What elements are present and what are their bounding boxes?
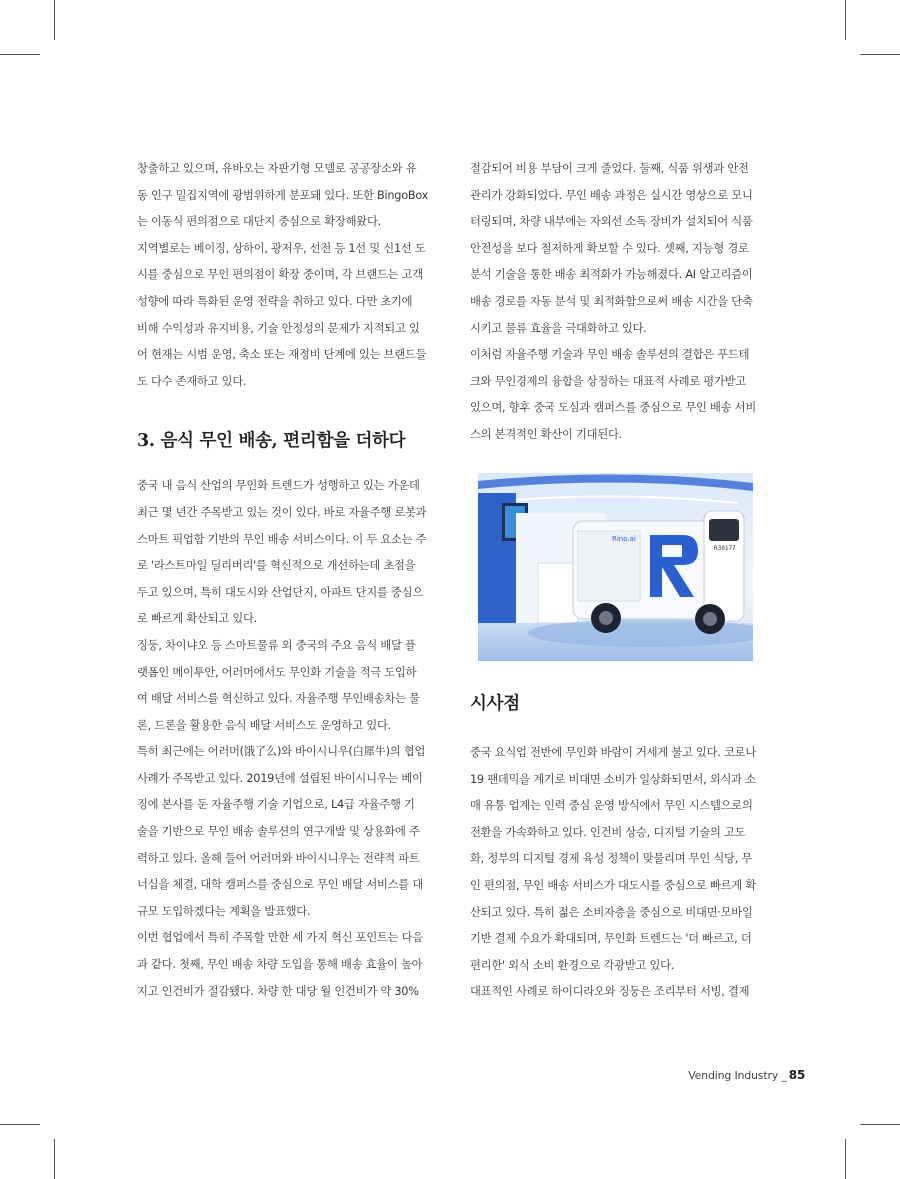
- paragraph-implications: [470, 740, 762, 979]
- paragraph-points: [137, 925, 429, 1005]
- text-line: 규모 도입하겠다는 계획을 발표했다.: [137, 904, 311, 918]
- text-line: 어 현재는 시범 운영, 축소 또는 재정비 단계에 있는 브랜드들: [137, 348, 427, 362]
- text-line: 전환을 가속화하고 있다. 인건비 상승, 디지털 기술의 고도: [470, 825, 746, 839]
- text-line: 론, 드론을 활용한 음식 배달 서비스도 운영하고 있다.: [137, 718, 391, 732]
- text-line: 성향에 따라 특화된 운영 전략을 취하고 있다. 다만 초기에: [137, 294, 413, 308]
- vehicle-brand-label: Rino.ai: [612, 535, 636, 543]
- crop-mark-bottom-left-v: [54, 1139, 55, 1179]
- text-line: 이처럼 자율주행 기술과 무인 배송 솔루션의 결합은 푸드테: [470, 348, 750, 362]
- text-line: 터링되며, 차량 내부에는 자외선 소독 장비가 설치되어 식품: [470, 215, 753, 229]
- text-line: 징둥, 차이냐오 등 스마트물류 외 중국의 주요 음식 배달 플: [137, 638, 416, 652]
- text-line: 랫폼인 메이투안, 어러머에서도 무인화 기술을 적극 도입하: [137, 665, 417, 679]
- text-line: 과 같다. 첫째, 무인 배송 차량 도입을 통해 배송 효율이 높아: [137, 958, 423, 972]
- crop-mark-bottom-right-h: [860, 1124, 900, 1125]
- text-line: 너십을 체결, 대학 캠퍼스를 중심으로 무인 배달 서비스를 대: [137, 878, 423, 892]
- text-line: 안전성을 보다 철저하게 확보할 수 있다. 셋째, 지능형 경로: [470, 241, 749, 255]
- text-line: 매 유통 업계는 인력 중심 운영 방식에서 무인 시스템으로의: [470, 799, 753, 813]
- crop-mark-bottom-left-h: [0, 1124, 40, 1125]
- text-line: 두고 있으며, 특히 대도시와 산업단지, 아파트 단지를 중심으: [137, 585, 423, 599]
- text-line: 로 '라스트마일 딜리버리'를 혁신적으로 개선하는데 초점을: [137, 559, 416, 573]
- paragraph-intro: [137, 156, 429, 236]
- text-line: 도 다수 존재하고 있다.: [137, 374, 247, 388]
- section-heading: 3. 음식 무인 배송, 편리함을 더하다: [137, 431, 406, 452]
- text-line: 사례가 주목받고 있다. 2019년에 설립된 바이시니우는 베이: [137, 771, 423, 785]
- text-line: 대표적인 사례로 하이디라오와 징둥은 조리부터 서빙, 결제: [470, 985, 750, 999]
- paragraph-collab: [137, 739, 429, 925]
- crop-mark-top-right-v: [845, 0, 846, 40]
- paragraph-platforms: [137, 633, 429, 739]
- publication-name: Vending Industry _: [688, 1069, 787, 1082]
- text-line: 는 이동식 편의점으로 대단지 중심으로 확장해왔다.: [137, 215, 381, 229]
- paragraph-examples: [470, 979, 762, 1006]
- vehicle-id-label: R30177: [714, 545, 736, 552]
- text-line: 비해 수익성과 유지비용, 기술 안정성의 문제가 지적되고 있: [137, 321, 420, 335]
- text-line: 화, 정부의 디지털 경제 육성 정책이 맞물리며 무인 식당, 무: [470, 852, 752, 866]
- text-line: 창출하고 있으며, 유바오는 자판기형 모델로 공공장소와 유: [137, 162, 417, 175]
- paragraph-food: [137, 473, 429, 633]
- text-line: 산되고 있다. 특히 젊은 소비자층을 중심으로 비대면·모바일: [470, 905, 753, 919]
- text-line: 스마트 픽업함 기반의 무인 배송 서비스이다. 이 두 요소는 주: [137, 532, 427, 546]
- crop-mark-top-left-v: [54, 0, 55, 40]
- text-line: 여 배달 서비스를 혁신하고 있다. 자율주행 무인배송차는 물: [137, 692, 420, 706]
- text-line: 스의 본격적인 확산이 기대된다.: [470, 427, 622, 441]
- text-line: 중국 내 음식 산업의 무인화 트렌드가 성행하고 있는 가운데: [137, 479, 420, 493]
- text-line: 이번 협업에서 특히 주목할 만한 세 가지 혁신 포인트는 다음: [137, 931, 423, 945]
- crop-mark-bottom-right-v: [845, 1139, 846, 1179]
- vehicle-illustration: [478, 473, 753, 661]
- paragraph-symbol: [470, 342, 762, 448]
- text-line: 관리가 강화되었다. 무인 배송 과정은 실시간 영상으로 모니: [470, 188, 753, 202]
- text-line: 술을 기반으로 무인 배송 솔루션의 연구개발 및 상용화에 주: [137, 825, 420, 839]
- text-line: 분석 기술을 통한 배송 최적화가 가능해졌다. AI 알고리즘이: [470, 268, 753, 282]
- paragraph-regional: [137, 236, 429, 396]
- right-column-top: [470, 156, 762, 449]
- delivery-vehicle-photo: [478, 473, 753, 661]
- text-line: 징에 본사를 둔 자율주행 기술 기업으로, L4급 자율주행 기: [137, 798, 415, 812]
- crop-mark-top-right-h: [860, 54, 900, 55]
- page-footer: [688, 1068, 805, 1082]
- text-line: 로 빠르게 확산되고 있다.: [137, 612, 257, 626]
- text-line: 특히 최근에는 어러머(饿了么)와 바이시니우(白犀牛)의 협업: [137, 745, 426, 759]
- text-line: 지고 인건비가 절감됐다. 차량 한 대당 월 인건비가 약 30%: [137, 984, 419, 998]
- text-line: 기반 결제 수요가 확대되며, 무인화 트렌드는 '더 빠르고, 더: [470, 932, 752, 946]
- page-number: 85: [788, 1068, 805, 1082]
- text-line: 최근 몇 년간 주목받고 있는 것이 있다. 바로 자율주행 로봇과: [137, 505, 427, 519]
- text-line: 시키고 물류 효율을 극대화하고 있다.: [470, 321, 647, 335]
- text-line: 있으며, 향후 중국 도심과 캠퍼스를 중심으로 무인 배송 서비: [470, 401, 756, 415]
- right-column-bottom: [470, 690, 762, 1006]
- text-line: 동 인구 밀집지역에 광범위하게 분포돼 있다. 또한 BingoBox: [137, 188, 429, 202]
- text-line: 편리한' 외식 소비 환경으로 각광받고 있다.: [470, 958, 675, 972]
- left-column: [137, 156, 429, 1005]
- text-line: 력하고 있다. 올해 들어 어러머와 바이시니우는 전략적 파트: [137, 851, 420, 865]
- text-line: 배송 경로를 자동 분석 및 최적화함으로써 배송 시간을 단축: [470, 294, 753, 308]
- text-line: 인 편의점, 무인 배송 서비스가 대도시를 중심으로 빠르게 확: [470, 878, 756, 892]
- text-line: 절감되어 비용 부담이 크게 줄었다. 둘째, 식품 위생과 안전: [470, 162, 749, 175]
- implications-heading: 시사점: [470, 694, 520, 714]
- crop-mark-top-left-h: [0, 54, 40, 55]
- text-line: 시를 중심으로 무인 편의점이 확장 중이며, 각 브랜드는 고객: [137, 268, 423, 282]
- paragraph-continuation: [470, 156, 762, 342]
- text-line: 지역별로는 베이징, 상하이, 광저우, 선전 등 1선 및 신1선 도: [137, 241, 426, 255]
- text-line: 중국 요식업 전반에 무인화 바람이 거세게 불고 있다. 코로나: [470, 746, 756, 759]
- text-line: 크와 무인경제의 융합을 상징하는 대표적 사례로 평가받고: [470, 374, 746, 388]
- text-line: 19 팬데믹을 계기로 비대면 소비가 일상화되면서, 외식과 소: [470, 772, 756, 786]
